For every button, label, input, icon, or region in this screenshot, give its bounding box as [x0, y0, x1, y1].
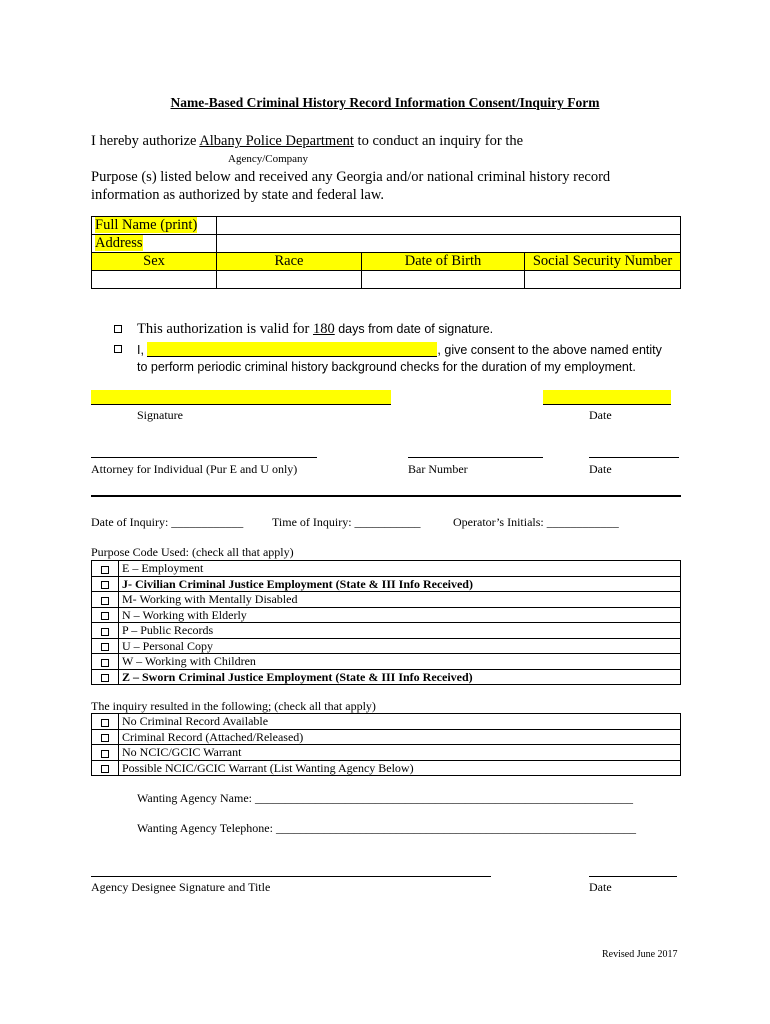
validity-statement — [137, 321, 493, 338]
signature-date-field[interactable] — [543, 390, 671, 405]
purpose-code-checkbox[interactable] — [101, 597, 109, 605]
designee-date-label: Date — [589, 880, 612, 894]
attorney-date-line[interactable] — [589, 457, 679, 458]
result-label: Possible NCIC/GCIC Warrant (List Wanting Agency Below) — [119, 760, 681, 776]
purpose-code-row — [92, 623, 681, 639]
dob-field[interactable] — [362, 271, 525, 289]
result-checkbox[interactable] — [101, 765, 109, 773]
consent-line-2: to perform periodic criminal history background checks for the duration of my employment. — [137, 360, 636, 374]
sex-label: Sex — [92, 253, 217, 271]
purpose-code-checkbox-cell — [92, 669, 119, 685]
purpose-code-heading: Purpose Code Used: (check all that apply) — [91, 545, 294, 559]
validity-pre: This authorization is valid for — [137, 321, 313, 337]
ssn-label: Social Security Number — [525, 253, 681, 271]
result-checkbox-cell — [92, 745, 119, 761]
attorney-label: Attorney for Individual (Pur E and U only) — [91, 462, 298, 476]
purpose-code-label: M- Working with Mentally Disabled — [119, 592, 681, 608]
purpose-code-checkbox-cell — [92, 592, 119, 608]
result-label: No Criminal Record Available — [119, 714, 681, 730]
intro-post: to conduct an inquiry for the — [353, 133, 524, 149]
result-label: Criminal Record (Attached/Released) — [119, 729, 681, 745]
attorney-date-label: Date — [589, 462, 612, 476]
dob-label: Date of Birth — [362, 253, 525, 271]
signature-date-label: Date — [589, 408, 612, 422]
purpose-code-checkbox[interactable] — [101, 581, 109, 589]
purpose-code-label: W – Working with Children — [119, 654, 681, 670]
designee-date-line[interactable] — [589, 876, 677, 877]
bar-number-label: Bar Number — [408, 462, 468, 476]
wanting-agency-name[interactable]: Wanting Agency Name: _______________________________________________________________ — [137, 791, 634, 805]
result-row — [92, 760, 681, 776]
revision-note: Revised June 2017 — [602, 949, 678, 960]
consent-post: , give consent to the above named entity — [437, 343, 662, 357]
full-name-field[interactable] — [217, 217, 681, 235]
purpose-code-checkbox[interactable] — [101, 612, 109, 620]
attorney-line[interactable] — [91, 457, 317, 458]
purpose-code-checkbox-cell — [92, 561, 119, 577]
consent-pre: I, — [137, 343, 148, 357]
result-checkbox-cell — [92, 729, 119, 745]
purpose-code-row — [92, 669, 681, 685]
purpose-code-checkbox[interactable] — [101, 674, 109, 682]
agency-name: Albany Police Department — [199, 133, 354, 149]
intro-pre: I hereby authorize — [91, 133, 200, 149]
purpose-code-checkbox[interactable] — [101, 659, 109, 667]
purpose-code-checkbox[interactable] — [101, 643, 109, 651]
result-label: No NCIC/GCIC Warrant — [119, 745, 681, 761]
purpose-code-checkbox-cell — [92, 654, 119, 670]
consent-statement — [137, 342, 662, 357]
purpose-code-label: Z – Sworn Criminal Justice Employment (State & III Info Received) — [119, 669, 681, 685]
purpose-code-label: J- Civilian Criminal Justice Employment (State & III Info Received) — [119, 576, 681, 592]
purpose-code-checkbox[interactable] — [101, 566, 109, 574]
identity-table — [91, 216, 681, 289]
result-checkbox-cell — [92, 760, 119, 776]
result-checkbox-cell — [92, 714, 119, 730]
purpose-code-checkbox-cell — [92, 576, 119, 592]
signature-label: Signature — [137, 408, 183, 422]
purpose-line-1: Purpose (s) listed below and received any Georgia and/or national criminal history record — [91, 169, 611, 185]
date-of-inquiry[interactable]: Date of Inquiry: ____________ — [91, 515, 244, 529]
wanting-agency-telephone[interactable]: Wanting Agency Telephone: ____________________________________________________________ — [137, 821, 636, 835]
consent-checkbox[interactable] — [114, 345, 122, 353]
signature-field[interactable] — [91, 390, 391, 405]
authorization-sentence — [91, 133, 523, 150]
section-divider — [91, 495, 681, 497]
result-row — [92, 729, 681, 745]
result-row — [92, 714, 681, 730]
purpose-code-row — [92, 561, 681, 577]
result-heading: The inquiry resulted in the following; (check all that apply) — [91, 699, 376, 713]
validity-days: 180 — [312, 321, 335, 337]
purpose-code-label: N – Working with Elderly — [119, 607, 681, 623]
result-table — [91, 713, 681, 776]
form-title: Name-Based Criminal History Record Information Consent/Inquiry Form — [170, 95, 600, 110]
full-name-label: Full Name (print) — [95, 217, 198, 233]
purpose-code-row — [92, 576, 681, 592]
purpose-code-checkbox-cell — [92, 607, 119, 623]
race-label: Race — [217, 253, 362, 271]
bar-number-line[interactable] — [408, 457, 543, 458]
operator-initials[interactable]: Operator’s Initials: ____________ — [453, 515, 619, 529]
purpose-code-label: E – Employment — [119, 561, 681, 577]
purpose-code-label: U – Personal Copy — [119, 638, 681, 654]
purpose-code-row — [92, 638, 681, 654]
ssn-field[interactable] — [525, 271, 681, 289]
designee-label: Agency Designee Signature and Title — [91, 880, 271, 894]
validity-post: days from date of signature. — [334, 322, 494, 336]
agency-caption: Agency/Company — [228, 153, 309, 165]
designee-signature-line[interactable] — [91, 876, 491, 877]
result-checkbox[interactable] — [101, 719, 109, 727]
consent-name-field[interactable] — [147, 342, 437, 357]
purpose-code-table — [91, 560, 681, 685]
address-label: Address — [95, 235, 143, 251]
race-field[interactable] — [217, 271, 362, 289]
purpose-code-row — [92, 607, 681, 623]
purpose-code-checkbox-cell — [92, 623, 119, 639]
purpose-line-2: information as authorized by state and federal law. — [91, 187, 384, 203]
sex-field[interactable] — [92, 271, 217, 289]
result-checkbox[interactable] — [101, 750, 109, 758]
purpose-code-row — [92, 592, 681, 608]
purpose-code-row — [92, 654, 681, 670]
validity-checkbox[interactable] — [114, 325, 122, 333]
address-field[interactable] — [217, 235, 681, 253]
purpose-code-checkbox-cell — [92, 638, 119, 654]
result-row — [92, 745, 681, 761]
purpose-code-label: P – Public Records — [119, 623, 681, 639]
result-checkbox[interactable] — [101, 734, 109, 742]
time-of-inquiry[interactable]: Time of Inquiry: ___________ — [272, 515, 421, 529]
purpose-code-checkbox[interactable] — [101, 628, 109, 636]
